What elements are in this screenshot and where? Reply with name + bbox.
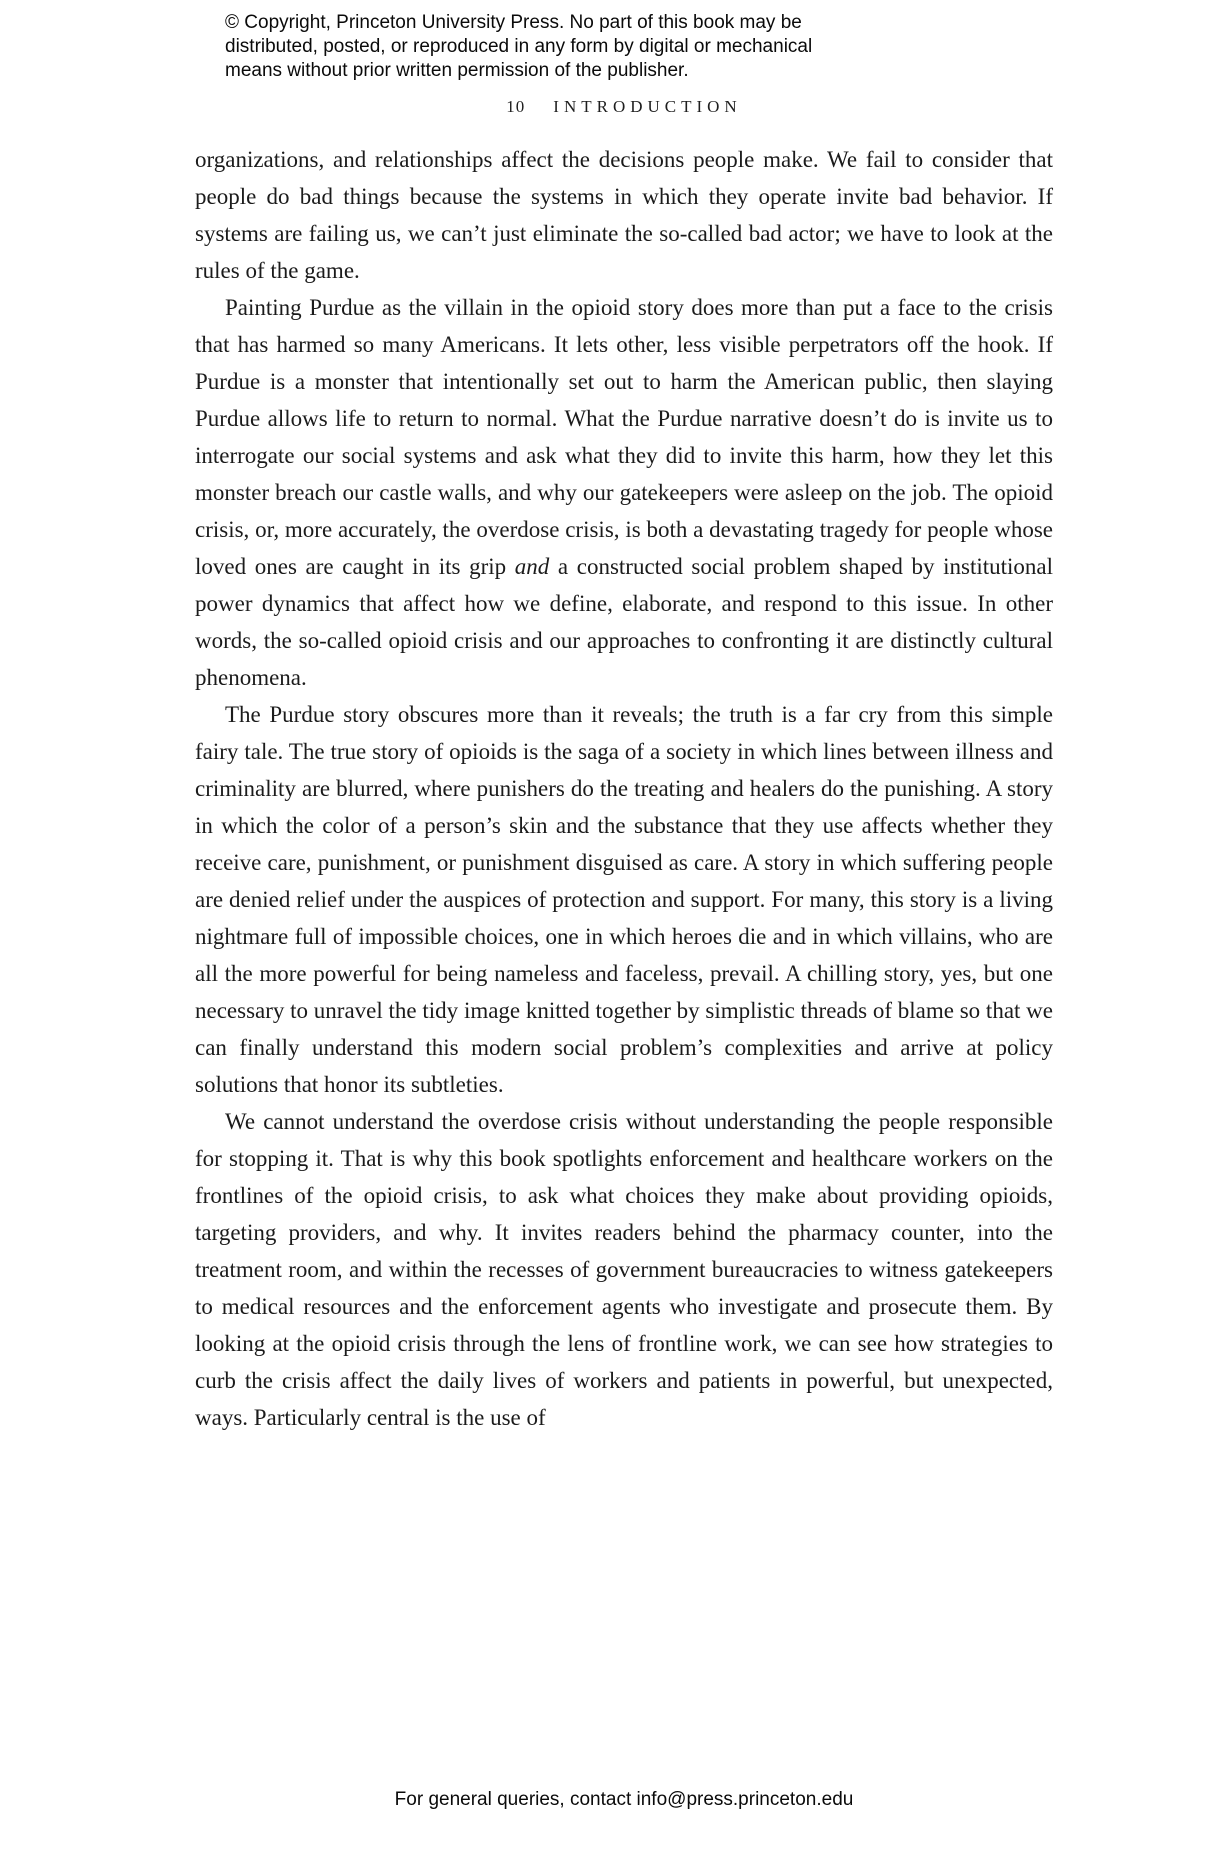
copyright-line: means without prior written permission of the publisher. bbox=[225, 60, 689, 81]
running-head bbox=[195, 97, 1053, 117]
copyright-line: © Copyright, Princeton University Press. No part of this book may be bbox=[225, 12, 802, 33]
paragraph-3 bbox=[195, 696, 1053, 1103]
chapter-title: INTRODUCTION bbox=[553, 97, 742, 116]
text-run: Painting Purdue as the villain in the opioid story does more than put a face to the crisis that has harmed so many Americans. It lets other, less visible perpetrators off the hook. If Purdue is a monster that intentionally set out to harm the American public, then slaying Purdue allows life to return to normal. What the Purdue narrative doesn’t do is invite us to interrogate our social systems and ask what they did to invite this harm, how they let this monster breach our castle walls, and why our gatekeepers were asleep on the job. The opioid crisis, or, more accurately, the overdose crisis, is both a devastating tragedy for people whose loved ones are caught in its grip bbox=[195, 295, 1053, 579]
body-text bbox=[195, 141, 1053, 1436]
page-number: 10 bbox=[506, 97, 526, 116]
text-run: The Purdue story obscures more than it reveals; the truth is a far cry from this simple fairy tale. The true story of opioids is the saga of a society in which lines between illness and criminality are blurred, where punishers do the treating and healers do the punishing. A story in which the color of a person’s skin and the substance that they use affects whether they receive care, punishment, or punishment disguised as care. A story in which suffering people are denied relief under the auspices of protection and support. For many, this story is a living nightmare full of impossible choices, one in which heroes die and in which villains, who are all the more powerful for being nameless and faceless, prevail. A chilling story, yes, but one necessary to unravel the tidy image knitted together by simplistic threads of blame so that we can finally understand this modern social problem’s complexities and arrive at policy solutions that honor its subtleties. bbox=[195, 702, 1053, 1097]
copyright-notice bbox=[225, 11, 812, 83]
text-run: We cannot understand the overdose crisis without understanding the people responsible for stopping it. That is why this book spotlights enforcement and healthcare workers on the frontlines of the opioid crisis, to ask what choices they make about providing opioids, targeting providers, and why. It invites readers behind the pharmacy counter, into the treatment room, and within the recesses of government bureaucracies to witness gatekeepers to medical resources and the enforcement agents who investigate and prosecute them. By looking at the opioid crisis through the lens of frontline work, we can see how strategies to curb the crisis affect the daily lives of workers and patients in powerful, but unexpected, ways. Particularly central is the use of bbox=[195, 1109, 1053, 1430]
text-run-italic: and bbox=[514, 554, 550, 579]
text-run: a constructed social problem shaped by institutional power dynamics that affect how we define, elaborate, and respond to this issue. In other words, the so-called opioid crisis and our approaches to confronting it are distinctly cultural phenomena. bbox=[195, 554, 1053, 690]
text-run: organizations, and relationships affect the decisions people make. We fail to consider that people do bad things because the systems in which they operate invite bad behavior. If systems are failing us, we can’t just eliminate the so-called bad actor; we have to look at the rules of the game. bbox=[195, 147, 1053, 283]
paragraph-4 bbox=[195, 1103, 1053, 1436]
paragraph-2 bbox=[195, 289, 1053, 696]
paragraph-1 bbox=[195, 141, 1053, 289]
copyright-line: distributed, posted, or reproduced in any form by digital or mechanical bbox=[225, 36, 813, 57]
footer-contact-line: For general queries, contact info@press.princeton.edu bbox=[394, 1789, 854, 1810]
